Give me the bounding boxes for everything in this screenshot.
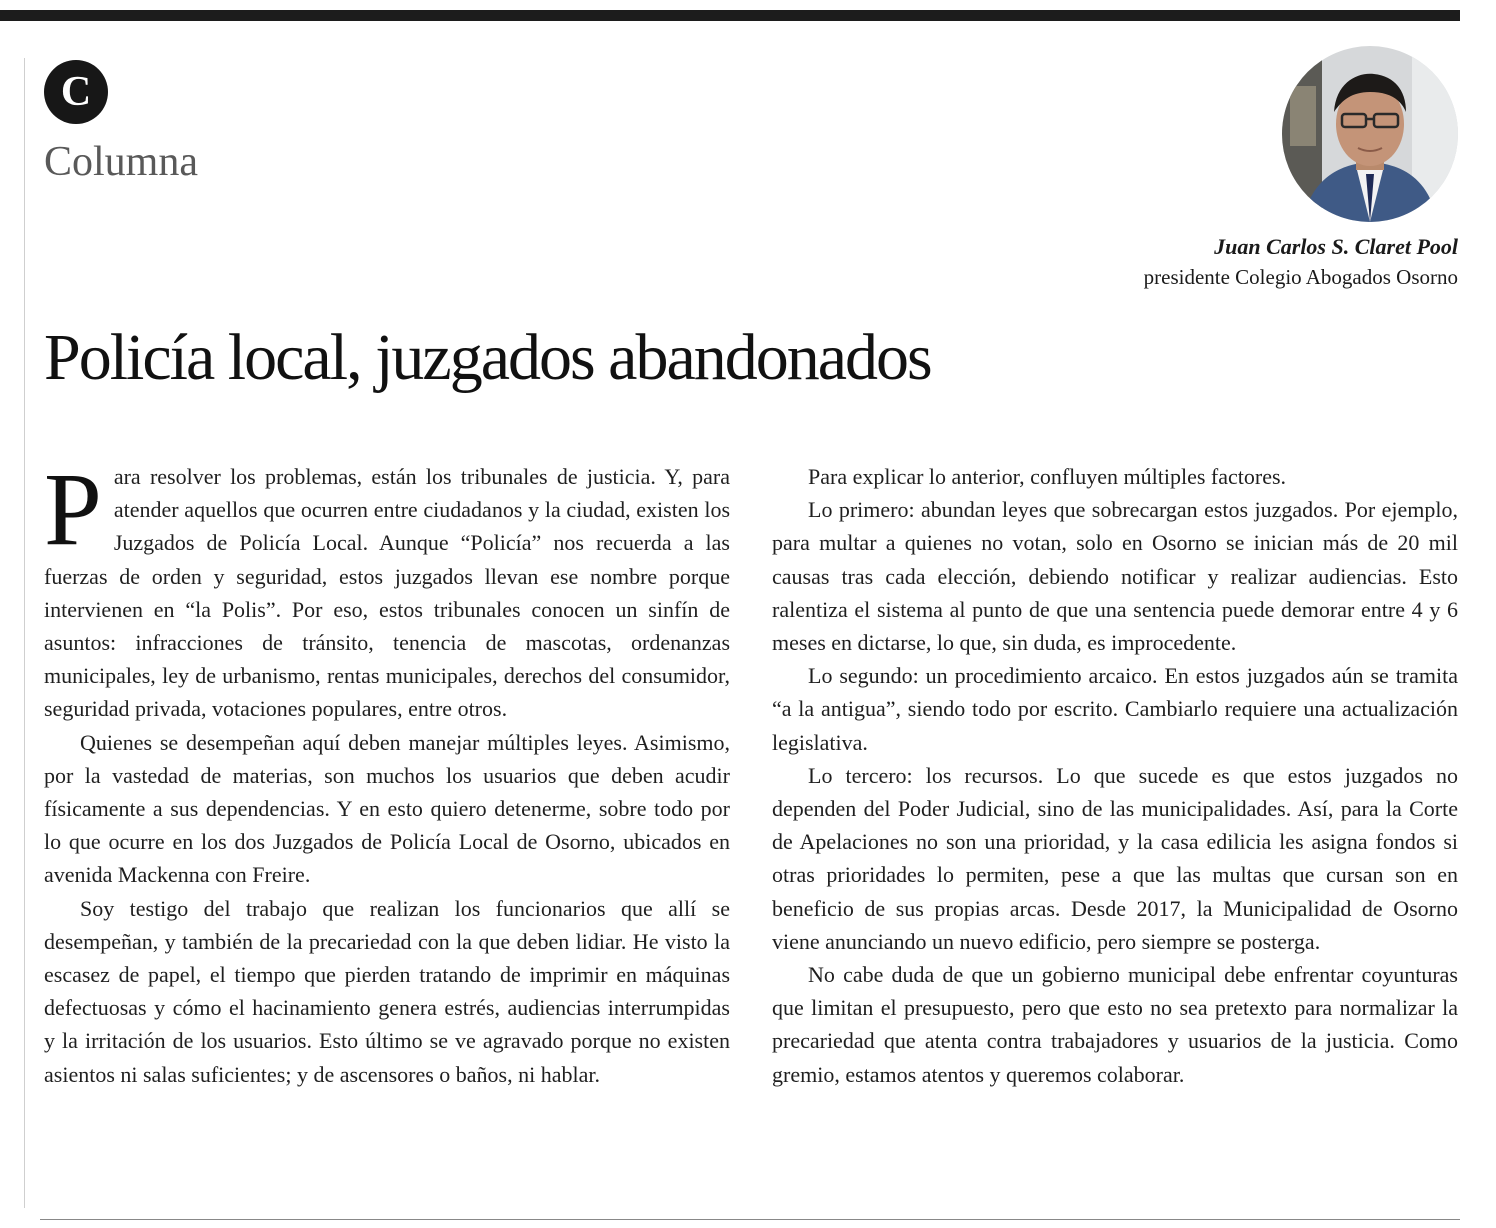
article-paragraph: Soy testigo del trabajo que realizan los funcionarios que allí se desempeñan, y también de la precariedad con la que deben lidiar. He visto la escasez de papel, el tiempo que pierden tratando de imprimir en máquinas defectuosas y cómo el hacinamiento genera estrés, audiencias interrumpidas y la irritación de los usuarios. Esto último se ve agravado porque no existen asientos ni salas suficientes; y de ascensores o baños, ni hablar. — [44, 895, 730, 1087]
article-paragraph — [44, 452, 730, 726]
article-paragraph: Para explicar lo anterior, confluyen múltiples factores. — [808, 464, 1287, 489]
article-paragraph: Lo tercero: los recursos. Lo que sucede es que estos juzgados no dependen del Poder Judicial, sino de las municipalidades. Así, para la Corte de Apelaciones no son una prioridad, y la casa edilicia les asigna fondos si otras prioridades lo permiten, pese a que las multas que cursan son en beneficio de sus propias arcas. Desde 2017, la Municipalidad de Osorno viene anunciando un nuevo edificio, pero siempre se posterga. — [772, 762, 1458, 954]
headline: Policía local, juzgados abandonados — [44, 321, 931, 394]
article-paragraph: Lo primero: abundan leyes que sobrecargan estos juzgados. Por ejemplo, para multar a quienes no votan, solo en Osorno se inician más de 20 mil causas tras cada elección, debiendo notificar y realizar audiencias. Esto ralentiza el sistema al punto de que una sentencia puede demorar entre 4 y 6 meses en dictarse, lo que, sin duda, es improcedente. — [772, 497, 1458, 656]
article-paragraph: Lo segundo: un procedimiento arcaico. En estos juzgados aún se tramita “a la antigua”, siendo todo por escrito. Cambiarlo requiere una actualización legislativa. — [772, 663, 1458, 755]
author-role: presidente Colegio Abogados Osorno — [1143, 265, 1458, 289]
article-paragraph: No cabe duda de que un gobierno municipal debe enfrentar coyunturas que limitan el presupuesto, pero que esto no sea pretexto para normalizar la precariedad que atenta contra trabajadores y usuarios de la justicia. Como gremio, estamos atentos y queremos colaborar. — [772, 962, 1458, 1087]
top-rule — [0, 10, 1460, 21]
bottom-rule — [40, 1219, 1460, 1220]
author-byline — [1144, 232, 1458, 292]
author-portrait-icon — [1282, 46, 1458, 222]
section-label: Columna — [44, 139, 198, 185]
author-photo — [1282, 46, 1458, 222]
column-badge: C — [44, 60, 108, 124]
article-column-left — [44, 452, 730, 1091]
drop-cap: P — [44, 452, 102, 567]
author-name: Juan Carlos S. Claret Pool — [1214, 234, 1458, 259]
article-paragraph: Quienes se desempeñan aquí deben manejar múltiples leyes. Asimismo, por la vastedad de materias, son muchos los usuarios que deben acudir físicamente a sus dependencias. Y en esto quiero detenerme, sobre todo por lo que ocurre en los dos Juzgados de Policía Local de Osorno, ubicados en avenida Mackenna con Freire. — [44, 729, 730, 888]
paragraph-text: ara resolver los problemas, están los tribunales de justicia. Y, para atender aquellos que ocurren entre ciudadanos y la ciudad, existen los Juzgados de Policía Local. Aunque “Policía” nos recuerda a las fuerzas de orden y seguridad, estos juzgados llevan ese nombre porque intervienen en “la Polis”. Por eso, estos tribunales conocen un sinfín de asuntos: infracciones de tránsito, tenencia de mascotas, ordenanzas municipales, ley de urbanismo, rentas municipales, derechos del consumidor, seguridad privada, votaciones populares, entre otros. — [44, 464, 730, 722]
article-column-right — [772, 460, 1458, 1091]
left-margin-rule — [24, 58, 25, 1208]
